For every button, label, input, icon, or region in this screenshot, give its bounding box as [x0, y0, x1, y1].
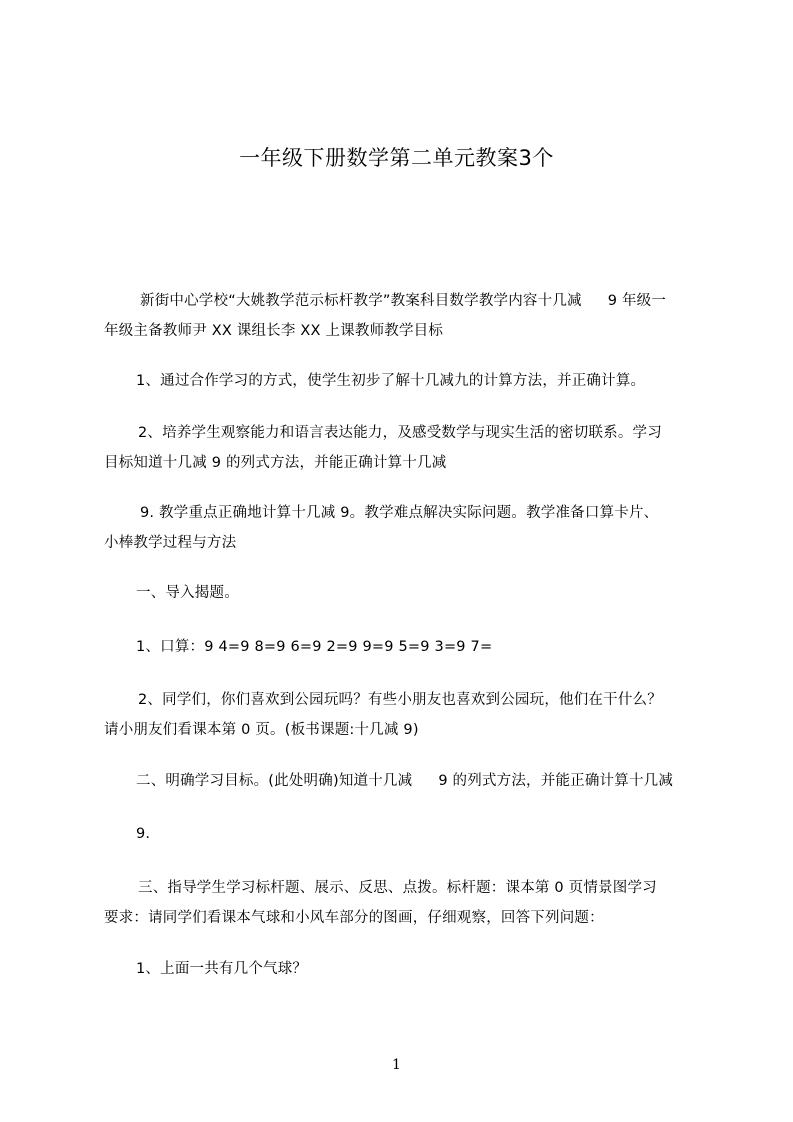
text-segment: 新街中心学校“大姚教学范示标杆教学”教案科目数学教学内容十几减 [140, 293, 582, 309]
paragraph-continuation [104, 819, 704, 849]
text-line: 2、培养学生观察能力和语言表达能力，及感受数学与现实生活的密切联系。学习 [138, 425, 662, 441]
text-line: 三、指导学生学习标杆题、展示、反思、点拨。标杆题：课本第 0 页情景图学习 [138, 880, 657, 896]
text-line: 9. [136, 826, 151, 842]
section-heading-guidance [104, 873, 704, 933]
text-line: 小棒教学过程与方法 [104, 535, 237, 551]
paragraph-school-info [104, 286, 704, 346]
text-segment: 二、明确学习目标。(此处明确)知道十几减 [136, 773, 413, 789]
paragraph-oral-calculation [104, 632, 704, 662]
section-heading-intro [104, 578, 704, 608]
text-segment: 9 的列式方法，并能正确计算十几减 [438, 773, 674, 789]
document-title: 一年级下册数学第二单元教案3个 [239, 146, 554, 170]
text-line: 2、同学们，你们喜欢到公园玩吗？有些小朋友也喜欢到公园玩，他们在干什么？ [138, 692, 662, 708]
paragraph-objective-2 [104, 418, 704, 478]
text-line: 年级主备教师尹 XX 课组长李 XX 上课教师教学目标 [104, 323, 444, 339]
paragraph-key-points [104, 498, 704, 558]
paragraph-objective-1 [104, 366, 704, 396]
text-line: 1、口算：9 4=9 8=9 6=9 2=9 9=9 5=9 3=9 7= [136, 639, 493, 655]
text-line: 目标知道十几减 9 的列式方法，并能正确计算十几减 [104, 455, 447, 471]
text-line: 9. 教学重点正确地计算十几减 9。教学难点解决实际问题。教学准备口算卡片、 [140, 505, 659, 521]
text-segment: 9 年级一 [607, 293, 667, 309]
paragraph-park-question [104, 685, 704, 745]
text-line: 请小朋友们看课本第 0 页。(板书课题:十几减 9) [104, 722, 419, 738]
section-heading-goals [104, 766, 704, 796]
text-line: 1、通过合作学习的方式，使学生初步了解十几减九的计算方法，并正确计算。 [136, 373, 646, 389]
paragraph-balloon-question [104, 954, 704, 984]
text-line: 要求：请同学们看课本气球和小风车部分的图画，仔细观察，回答下列问题： [104, 910, 604, 926]
text-line: 一、导入揭题。 [136, 585, 239, 601]
page-number: 1 [392, 1057, 401, 1073]
text-line: 1、上面一共有几个气球？ [136, 961, 308, 977]
